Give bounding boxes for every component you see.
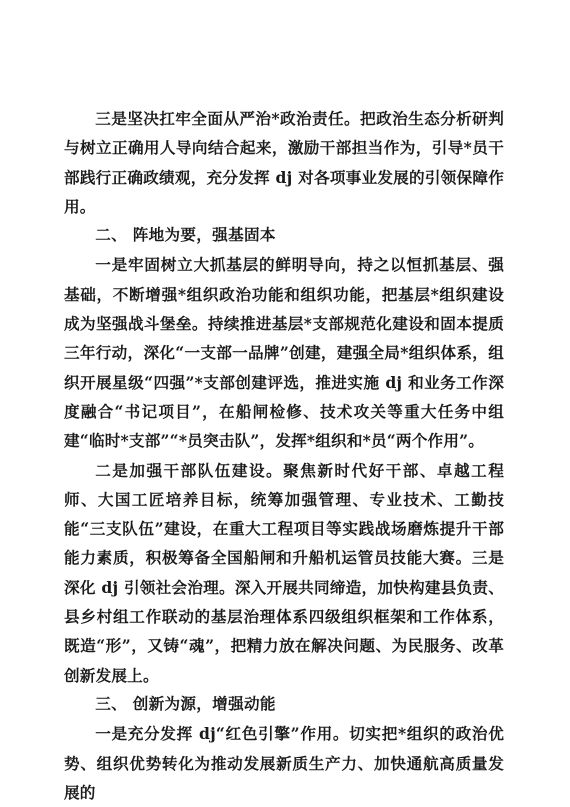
section-heading-3: 三、 创新为源，增强动能 <box>95 694 276 713</box>
paragraph-1: 三是坚决扛牢全面从严治*政治责任。把政治生态分析研判与树立正确用人导向结合起来，激励干部担当作为，引导*员干部践行正确政绩观，充分发挥 dj 对各项事业发展的引领保障作用。 <box>64 109 504 216</box>
paragraph-2: 一是牢固树立大抓基层的鲜明导向，持之以恒抓基层、强基础，不断增强*组织政治功能和组织功能，把基层*组织建设成为坚强战斗堡垒。持续推进基层*支部规范化建设和固本提质三年行动，深化“一支部一品牌”创建，建强全局*组织体系，组织开展星级“四强”*支部创建评选，推进实施 dj 和业务工作深度融合“书记项目”，在船闸检修、技术攻关等重大任务中组建“临时*支部”“*员突击队”，发挥*组织和*员“两个作用”。 <box>64 255 504 451</box>
paragraph-3: 二是加强干部队伍建设。聚焦新时代好干部、卓越工程师、大国工匠培养目标，统筹加强管理、专业技术、工勤技能“三支队伍”建设，在重大工程项目等实践战场磨炼提升干部能力素质，积极筹备全国船闸和升船机运管员技能大赛。三是深化 dj 引领社会治理。深入开展共同缔造，加快构建县负责、县乡村组工作联动的基层治理体系四级组织框架和工作体系，既造“形”，又铸“魂”，把精力放在解决问题、为民服务、改革创新发展上。 <box>64 460 504 685</box>
document-body <box>64 104 504 807</box>
section-heading-2: 二、 阵地为要，强基固本 <box>95 226 276 245</box>
paragraph-4: 一是充分发挥 dj“红色引擎”作用。切实把*组织的政治优势、组织优势转化为推动发展新质生产力、加快通航高质量发展的 <box>64 724 504 802</box>
